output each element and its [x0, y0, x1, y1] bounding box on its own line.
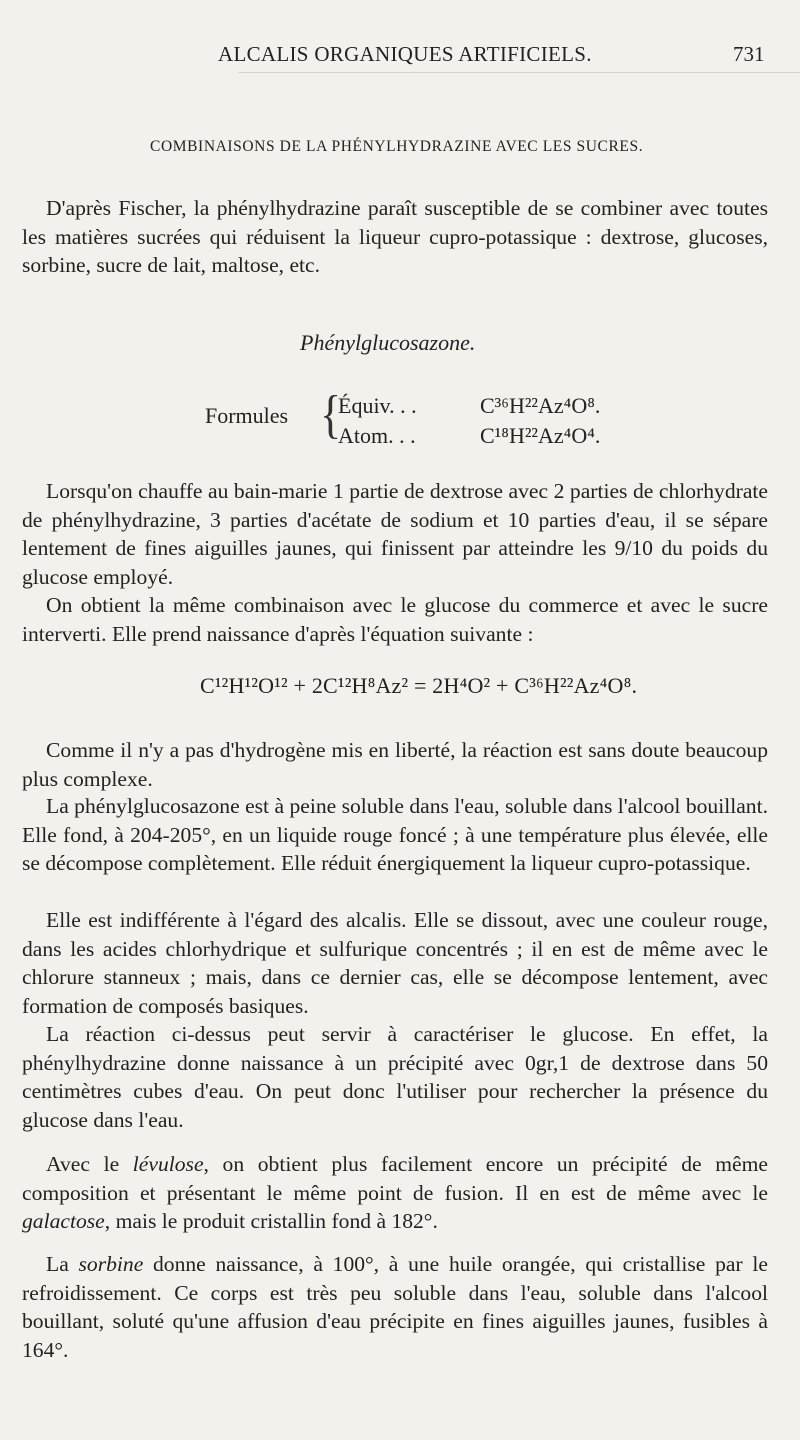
term-galactose: galactose	[22, 1209, 105, 1233]
paragraph-8	[22, 1250, 768, 1364]
p7-text-start: Avec le	[46, 1152, 133, 1176]
equiv-label: Équiv. . .	[338, 393, 417, 418]
paragraph-3: Comme il n'y a pas d'hydrogène mis en liberté, la réaction est sans doute beaucoup plus complexe.	[22, 738, 768, 791]
paragraph-7	[22, 1150, 768, 1236]
brace-symbol: {	[320, 385, 342, 444]
term-levulose: lévulose	[132, 1152, 204, 1176]
paragraph-5: Elle est indifférente à l'égard des alcalis. Elle se dissout, avec une couleur rouge, dans les acides chlorhydrique et sulfurique concentrés ; il en est de même avec le chlorure stanneux ; mais, dans ce dernier cas, elle se décompose lentement, avec formation de composés basiques.	[22, 908, 768, 1018]
p8-text-end: donne naissance, à 100°, à une huile orangée, qui cristallise par le refroidissement. Ce corps est très peu soluble dans l'eau, soluble dans l'alcool bouillant, soluté qu'une affusion d'eau précipite en fines aiguilles jaunes, fusibles à 164°.	[22, 1252, 768, 1362]
reaction-equation: C¹²H¹²O¹² + 2C¹²H⁸Az² = 2H⁴O² + C³⁶H²²Az⁴O⁸.	[200, 673, 638, 698]
formulas-label: Formules	[205, 403, 289, 428]
compound-title: Phénylglucosazone.	[300, 330, 476, 355]
p8-text-start: La	[46, 1252, 79, 1276]
term-sorbine: sorbine	[78, 1252, 144, 1276]
paragraph-1: Lorsqu'on chauffe au bain-marie 1 partie de dextrose avec 2 parties de chlorhydrate de phénylhydrazine, 3 parties d'acétate de sodium et 10 parties d'eau, il se sépare lentement de fines aiguilles jaunes, qui finissent par atteindre les 9/10 du poids du glucose employé.	[22, 479, 768, 589]
section-title: COMBINAISONS DE LA PHÉNYLHYDRAZINE AVEC LES SUCRES.	[150, 138, 644, 155]
equiv-formula: C³⁶H²²Az⁴O⁸.	[480, 393, 601, 418]
atom-label: Atom. . .	[338, 423, 416, 448]
page-number: 731	[733, 42, 765, 66]
p7-text-middle: , on obtient plus facilement encore un précipité de même composition et présentant le même point de fusion. Il en est de même avec le	[22, 1152, 768, 1205]
intro-paragraph: D'après Fischer, la phénylhydrazine paraît susceptible de se combiner avec toutes les matières sucrées qui réduisent la liqueur cupro-potassique : dextrose, glucoses, sorbine, sucre de lait, maltose, etc.	[22, 196, 768, 277]
running-head: ALCALIS ORGANIQUES ARTIFICIELS.	[218, 42, 592, 66]
paragraph-2: On obtient la même combinaison avec le glucose du commerce et avec le sucre interverti. Elle prend naissance d'après l'équation suivante :	[22, 593, 768, 646]
atom-formula: C¹⁸H²²Az⁴O⁴.	[480, 423, 601, 448]
header-rule	[238, 72, 800, 73]
paragraph-4: La phénylglucosazone est à peine soluble dans l'eau, soluble dans l'alcool bouillant. Elle fond, à 204-205°, en un liquide rouge foncé ; à une température plus élevée, elle se décompose complètement. Elle réduit énergiquement la liqueur cupro-potassique.	[22, 794, 768, 875]
paragraph-6: La réaction ci-dessus peut servir à caractériser le glucose. En effet, la phénylhydrazine donne naissance à un précipité avec 0gr,1 de dextrose dans 50 centimètres cubes d'eau. On peut donc l'utiliser pour rechercher la présence du glucose dans l'eau.	[22, 1022, 768, 1132]
p7-text-end: , mais le produit cristallin fond à 182°.	[104, 1209, 438, 1233]
